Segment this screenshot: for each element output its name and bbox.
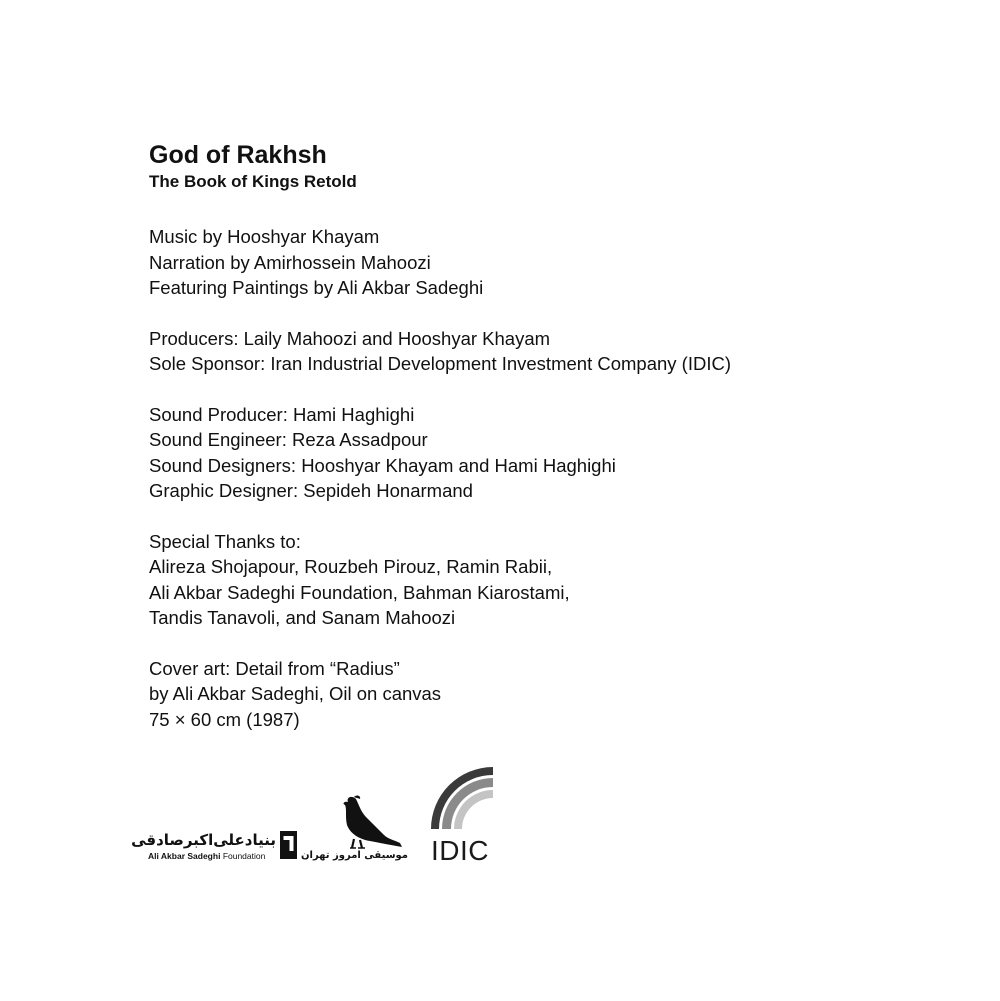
credit-line: Special Thanks to: xyxy=(149,530,301,552)
bird-icon xyxy=(330,795,406,849)
page-subtitle: The Book of Kings Retold xyxy=(149,172,357,191)
foundation-name-en xyxy=(148,851,265,861)
credit-line: Ali Akbar Sadeghi Foundation, Bahman Kiarostami, xyxy=(149,581,570,603)
square-bracket-mark-icon xyxy=(280,831,297,859)
credit-line: 75 × 60 cm (1987) xyxy=(149,708,300,730)
credits-block-cover-art xyxy=(149,656,949,733)
credit-line: Music by Hooshyar Khayam xyxy=(149,226,380,247)
credit-line: Narration by Amirhossein Mahoozi xyxy=(149,251,431,273)
credits-content xyxy=(149,140,949,757)
tehran-music-name-fa: موسیقی امروز تهران xyxy=(300,850,408,861)
credit-line: by Ali Akbar Sadeghi, Oil on canvas xyxy=(149,683,442,704)
credit-line: Graphic Designer: Sepideh Honarmand xyxy=(149,480,473,501)
credits-block-thanks xyxy=(149,529,949,631)
credit-line: Sole Sponsor: Iran Industrial Development Investment Company (IDIC) xyxy=(149,353,731,374)
tehran-music-logo xyxy=(300,795,408,870)
credits-block-sound xyxy=(149,402,949,504)
foundation-logo xyxy=(131,831,298,865)
sponsor-logos xyxy=(131,765,508,875)
credit-line: Sound Engineer: Reza Assadpour xyxy=(149,429,428,450)
credit-line: Producers: Laily Mahoozi and Hooshyar Khayam xyxy=(149,327,551,349)
credit-line: Sound Producer: Hami Haghighi xyxy=(149,403,415,425)
credit-line: Featuring Paintings by Ali Akbar Sadeghi xyxy=(149,277,484,298)
credit-line: Sound Designers: Hooshyar Khayam and Hami Haghighi xyxy=(149,454,616,476)
credit-line: Alireza Shojapour, Rouzbeh Pirouz, Ramin Rabii, xyxy=(149,556,553,577)
credits-block-producers xyxy=(149,326,949,377)
page-title: God of Rakhsh xyxy=(149,141,327,169)
foundation-name-en-bold: Ali Akbar Sadeghi xyxy=(148,851,221,861)
foundation-name-fa: بنیادعلی‌اکبرصادقی xyxy=(131,831,276,849)
credit-line: Tandis Tanavoli, and Sanam Mahoozi xyxy=(149,607,456,628)
credit-line: Cover art: Detail from “Radius” xyxy=(149,657,400,679)
idic-logo xyxy=(431,767,497,867)
credits-block-music xyxy=(149,224,949,301)
quarter-arc-icon xyxy=(431,767,493,831)
idic-name: IDIC xyxy=(431,835,489,866)
foundation-name-en-light: Foundation xyxy=(222,851,266,861)
